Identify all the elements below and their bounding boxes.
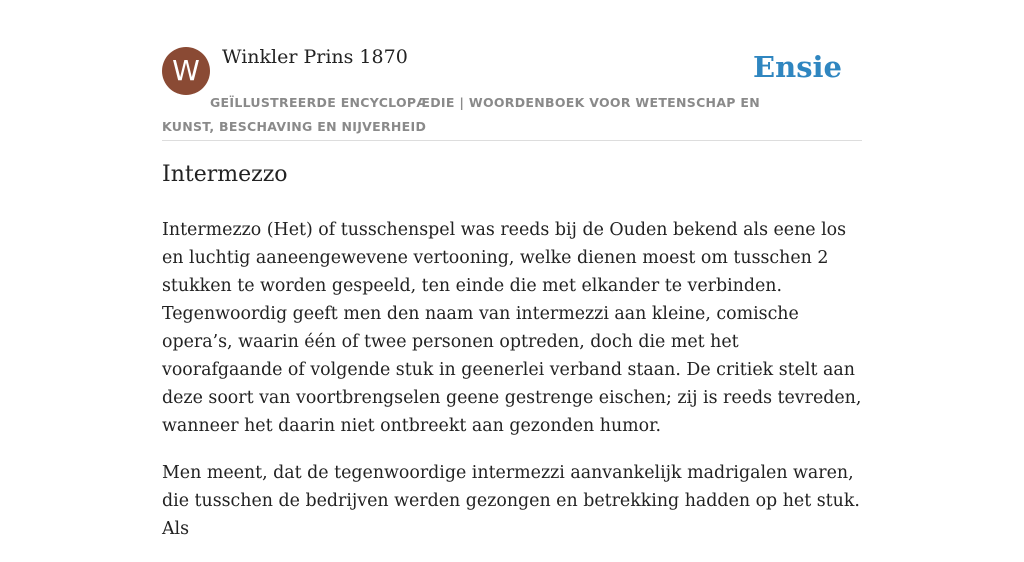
source-subtitle: GEÏLLUSTREERDE ENCYCLOPÆDIE | WOORDENBOEK VOOR WETENSCHAP EN KUNST, BESCHAVING EN NIJVERHEID	[162, 95, 760, 134]
source-avatar[interactable]: W	[162, 47, 210, 95]
brand-logo[interactable]: Ensie	[753, 50, 842, 84]
source-header	[162, 46, 862, 141]
article-body	[162, 216, 864, 562]
paragraph: Intermezzo (Het) of tusschenspel was reeds bij de Ouden bekend als eene los en luchtig aaneengewevene vertooning, welke dienen moest om tusschen 2 stukken te worden gespeeld, ten einde die met elkander te verbinden. Tegenwoordig geeft men den naam van intermezzi aan kleine, comische opera’s, waarin één of twee personen optreden, doch die met het voorafgaande of volgende stuk in geenerlei verband staan. De critiek stelt aan deze soort van voortbrengselen geene gestrenge eischen; zij is reeds tevreden, wanneer het daarin niet ontbreekt aan gezonden humor.	[162, 220, 862, 436]
source-title[interactable]: Winkler Prins 1870	[222, 46, 408, 68]
article-title: Intermezzo	[162, 162, 288, 187]
paragraph: Men meent, dat de tegenwoordige intermezzi aanvankelijk madrigalen waren, die tusschen de bedrijven werden gezongen en betrekking hadden op het stuk. Als	[162, 463, 860, 539]
